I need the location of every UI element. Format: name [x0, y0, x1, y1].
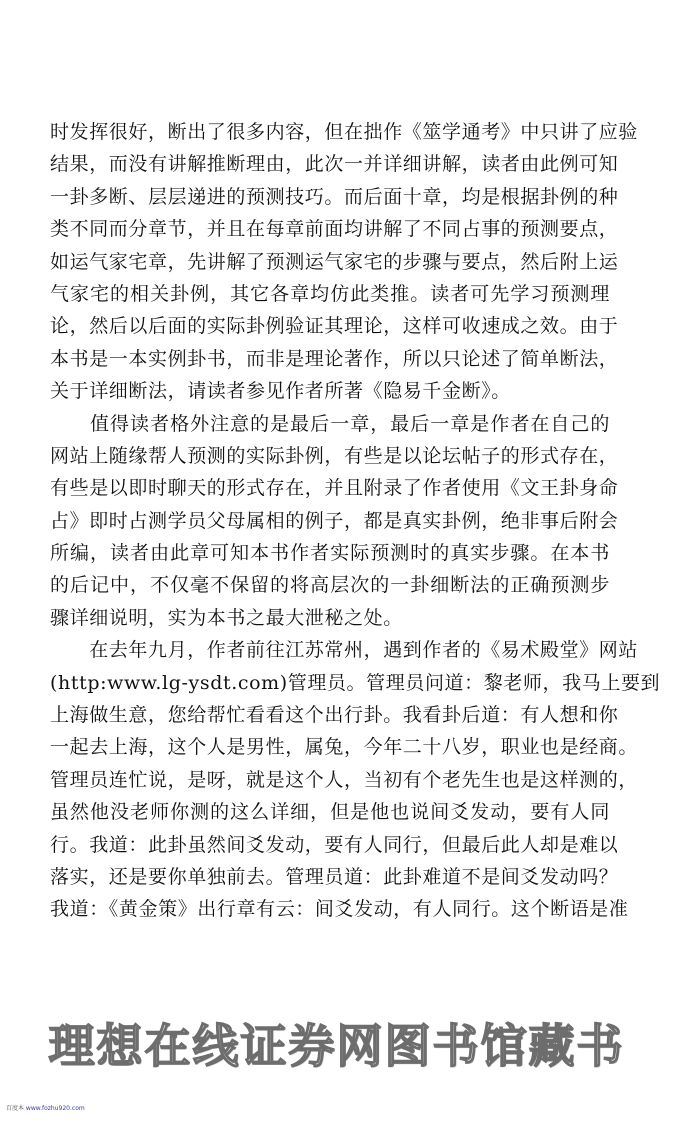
- text-line-14: 所编，读者由此章可知本书作者实际预测时的真实步骤。在本书: [50, 542, 610, 565]
- text-line-23: 行。我道：此卦虽然间爻发动，要有人同行，但最后此人却是难以: [50, 833, 619, 856]
- text-line-24: 落实，还是要你单独前去。管理员道：此卦难道不是间爻发动吗？: [50, 865, 619, 888]
- footer-link[interactable]: www.fozhu920.com: [25, 1105, 85, 1112]
- library-watermark: 理想在线证券网图书馆藏书: [48, 1019, 625, 1073]
- text-line-5: 如运气家宅章，先讲解了预测运气家宅的步骤与要点，然后附上运: [50, 250, 619, 273]
- footer-source-mark: [6, 1103, 85, 1112]
- text-line-8: 本书是一本实例卦书，而非是理论著作，所以只论述了简单断法，: [50, 347, 619, 370]
- footer-prefix: 百度本: [6, 1105, 26, 1112]
- text-line-6: 气家宅的相关卦例，其它各章均仿此类推。读者可先学习预测理: [50, 282, 610, 305]
- text-line-7: 论，然后以后面的实际卦例验证其理论，这样可收速成之效。由于: [50, 315, 619, 338]
- text-line-9: 关于详细断法，请读者参见作者所著《隐易千金断》。: [50, 380, 511, 403]
- text-line-21: 管理员连忙说，是呀，就是这个人，当初有个老先生也是这样测的，: [50, 768, 639, 791]
- text-line-2: 结果，而没有讲解推断理由，此次一并详细讲解，读者由此例可知: [50, 153, 619, 176]
- text-line-1: 时发挥很好，断出了很多内容，但在拙作《筮学通考》中只讲了应验: [50, 121, 639, 143]
- text-line-10: 值得读者格外注意的是最后一章，最后一章是作者在自己的: [50, 412, 610, 435]
- text-line-15: 的后记中，不仅毫不保留的将高层次的一卦细断法的正确预测步: [50, 574, 610, 597]
- text-line-13: 占》即时占测学员父母属相的例子，都是真实卦例，绝非事后附会: [50, 509, 619, 532]
- body-text: [50, 116, 661, 926]
- text-line-19: 上海做生意，您给帮忙看看这个出行卦。我看卦后道：有人想和你: [50, 704, 619, 727]
- text-line-3: 一卦多断、层层递进的预测技巧。而后面十章，均是根据卦例的种: [50, 185, 619, 208]
- text-line-12: 有些是以即时聊天的形式存在，并且附录了作者使用《文王卦身命: [50, 477, 619, 500]
- text-line-17: 在去年九月，作者前往江苏常州，遇到作者的《易术殿堂》网站: [50, 639, 639, 662]
- text-line-11: 网站上随缘帮人预测的实际卦例，有些是以论坛帖子的形式存在，: [50, 444, 619, 467]
- text-line-18: (http:www.lg-ysdt.com)管理员。管理员问道：黎老师，我马上要到: [50, 671, 661, 694]
- text-line-4: 类不同而分章节，并且在每章前面均讲解了不同占事的预测要点，: [50, 218, 619, 241]
- text-line-25: 我道：《黄金策》出行章有云：间爻发动，有人同行。这个断语是准: [50, 898, 629, 921]
- text-line-22: 虽然他没老师你测的这么详细，但是他也说间爻发动，要有人同: [50, 801, 610, 824]
- text-line-16: 骤详细说明，实为本书之最大泄秘之处。: [50, 606, 403, 629]
- text-line-20: 一起去上海，这个人是男性，属兔，今年二十八岁，职业也是经商。: [50, 736, 639, 759]
